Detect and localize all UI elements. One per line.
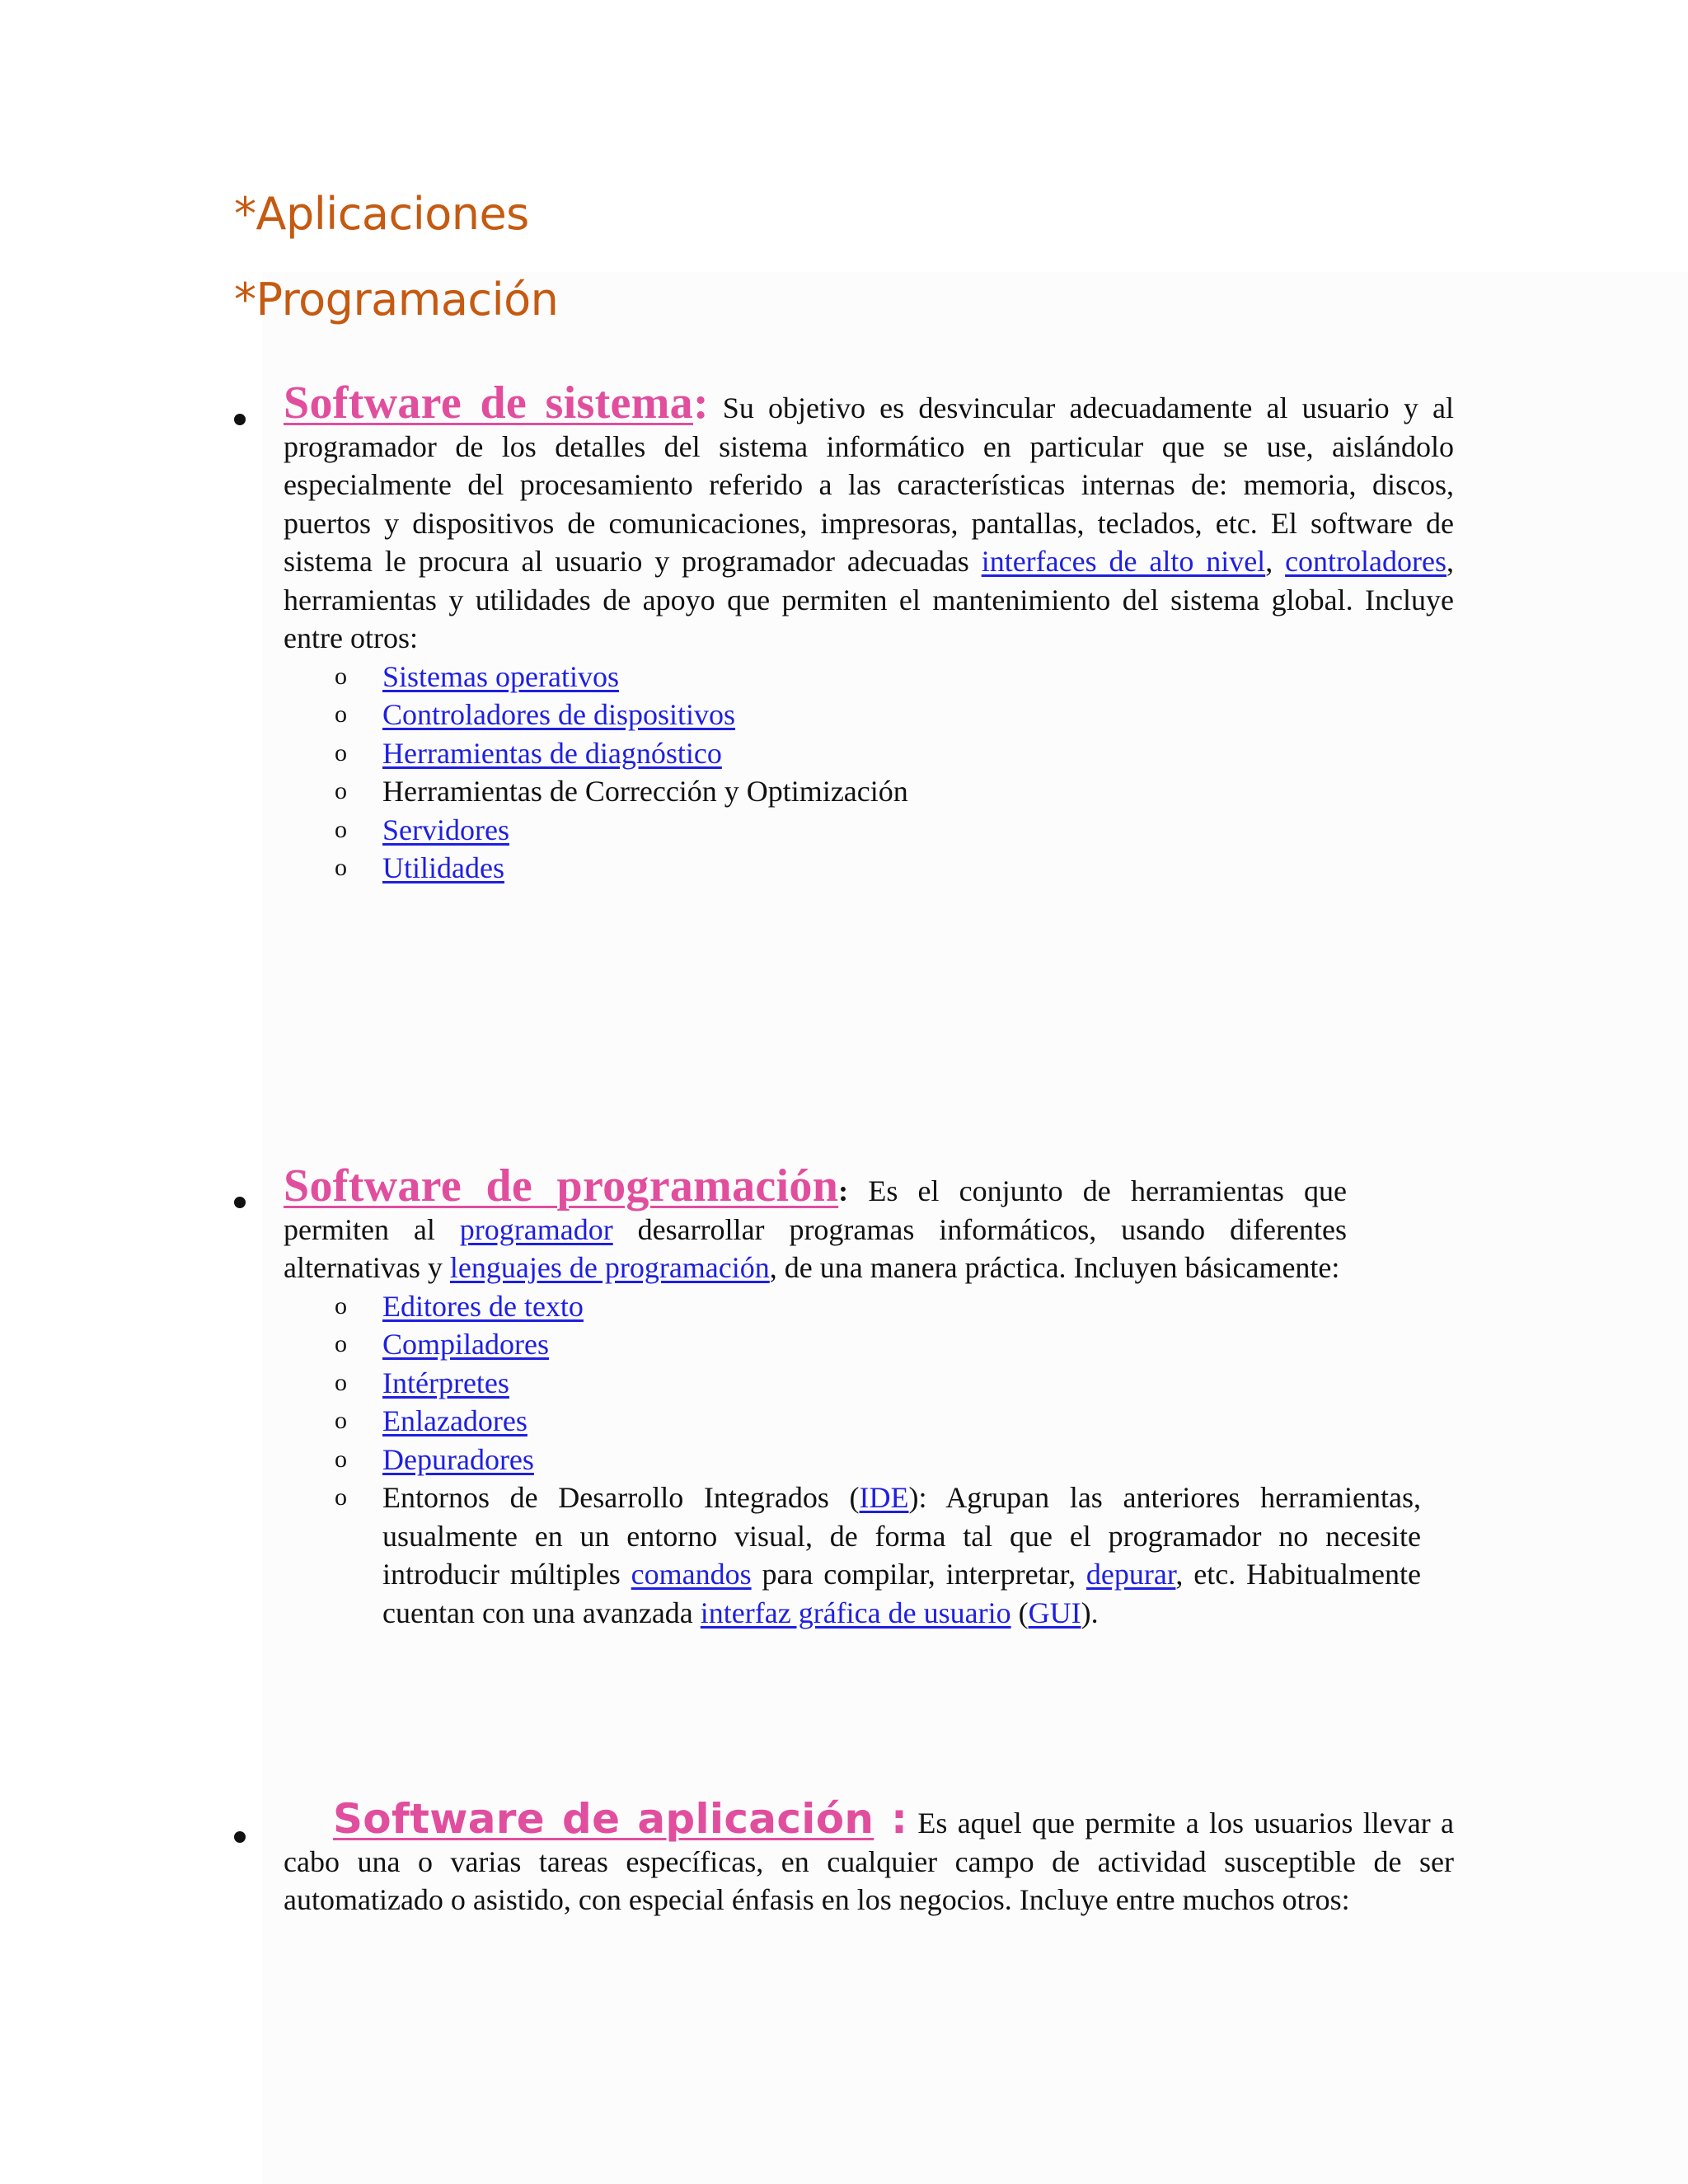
sub-list	[284, 658, 1454, 888]
link-controladores[interactable]: controladores	[1285, 545, 1447, 578]
ide-text: ).	[1081, 1596, 1099, 1629]
link-editores-texto[interactable]: Editores de texto	[382, 1289, 584, 1323]
link-ide[interactable]: IDE	[859, 1481, 909, 1514]
circle-marker: o	[335, 662, 347, 690]
list-item	[284, 1402, 1454, 1441]
section-paragraph	[284, 1795, 1455, 1919]
ide-text: , etc. Habitualmente cuentan con una avanzada	[382, 1558, 1421, 1629]
sub-list	[284, 1287, 1454, 1633]
link-controladores-dispositivos[interactable]: Controladores de dispositivos	[382, 698, 735, 731]
bullet-marker	[234, 1197, 246, 1208]
section-paragraph	[284, 377, 1455, 658]
link-depuradores[interactable]: Depuradores	[382, 1442, 534, 1476]
section-paragraph	[284, 1160, 1347, 1287]
circle-marker: o	[335, 1407, 347, 1434]
separator-text: ,	[1265, 545, 1286, 578]
list-item	[284, 696, 1454, 734]
list-item	[284, 772, 1454, 811]
circle-marker: o	[335, 738, 347, 766]
paragraph-text: Es el conjunto de herramientas que permiten al	[284, 1174, 1347, 1246]
circle-marker: o	[335, 1330, 347, 1357]
ide-text: Entornos de Desarrollo Integrados (	[382, 1481, 860, 1514]
list-item	[284, 849, 1454, 888]
link-enlazadores[interactable]: Enlazadores	[382, 1404, 528, 1437]
circle-marker: o	[335, 701, 347, 728]
link-lenguajes-programacion[interactable]: lenguajes de programación	[449, 1251, 770, 1284]
circle-marker: o	[335, 777, 347, 804]
section-colon: :	[874, 1795, 908, 1843]
section-software-sistema	[284, 377, 1455, 888]
link-servidores[interactable]: Servidores	[382, 813, 509, 846]
link-comandos[interactable]: comandos	[631, 1558, 752, 1591]
link-utilidades[interactable]: Utilidades	[382, 851, 504, 884]
section-title: Software de programación	[284, 1160, 839, 1212]
list-item	[284, 1364, 1454, 1403]
item-text: Herramientas de Corrección y Optimización	[382, 775, 908, 808]
link-compiladores[interactable]: Compiladores	[382, 1328, 549, 1361]
list-item	[284, 1479, 1454, 1632]
bullet-marker	[234, 414, 246, 425]
ide-text: ): Agrupan las anteriores herramientas, usualmente en un entorno visual, de forma tal que el programador no necesite introducir múltiples	[382, 1481, 1421, 1591]
section-title: Software de aplicación	[333, 1795, 874, 1843]
section-software-programacion	[284, 1160, 1454, 1632]
circle-marker: o	[335, 1483, 347, 1511]
ide-text: para compilar, interpretar,	[751, 1558, 1086, 1591]
link-interfaz-grafica-usuario[interactable]: interfaz gráfica de usuario	[700, 1596, 1011, 1629]
paragraph-text: , herramientas y utilidades de apoyo que permiten el mantenimiento del sistema global. Incluye entre otros:	[284, 545, 1455, 654]
section-colon: :	[692, 377, 709, 429]
list-item	[284, 811, 1454, 850]
link-interfaces-alto-nivel[interactable]: interfaces de alto nivel	[981, 545, 1266, 578]
link-herramientas-diagnostico[interactable]: Herramientas de diagnóstico	[382, 736, 722, 770]
circle-marker: o	[335, 1291, 347, 1319]
ide-text: (	[1010, 1596, 1029, 1629]
link-sistemas-operativos[interactable]: Sistemas operativos	[382, 659, 619, 693]
list-item	[284, 1325, 1454, 1364]
bullet-marker	[234, 1831, 246, 1843]
section-colon: :	[838, 1174, 849, 1207]
paragraph-text: desarrollar programas informáticos, usando diferentes alternativas y	[284, 1212, 1347, 1284]
link-gui[interactable]: GUI	[1028, 1596, 1081, 1629]
circle-marker: o	[335, 1445, 347, 1473]
paragraph-text: Su objetivo es desvincular adecuadamente al usuario y al programador de los detalles del sistema informático en particular que se use, aislándolo especialmente del procesamiento referido a las características internas de: memoria, discos, puertos y dispositivos de comunicaciones, impresoras, pantallas, teclados, etc. El software de sistema le procura al usuario y programador adecuadas	[284, 391, 1454, 578]
circle-marker: o	[335, 854, 347, 881]
ide-description	[382, 1479, 1421, 1632]
paragraph-text: , de una manera práctica. Incluyen básicamente:	[769, 1251, 1340, 1284]
link-programador[interactable]: programador	[459, 1212, 613, 1246]
link-depurar[interactable]: depurar	[1085, 1558, 1176, 1591]
list-item	[284, 658, 1454, 696]
circle-marker: o	[335, 1368, 347, 1396]
list-item	[284, 1441, 1454, 1479]
heading-aplicaciones: *Aplicaciones	[234, 188, 529, 240]
section-title: Software de sistema	[284, 377, 693, 429]
list-item	[284, 1287, 1454, 1326]
link-interpretes[interactable]: Intérpretes	[382, 1366, 509, 1399]
list-item	[284, 734, 1454, 773]
heading-programacion: *Programación	[234, 274, 559, 326]
section-software-aplicacion	[284, 1795, 1455, 1919]
circle-marker: o	[335, 815, 347, 843]
paragraph-text: Es aquel que permite a los usuarios llevar a cabo una o varias tareas específicas, en cualquier campo de actividad susceptible de ser automatizado o asistido, con especial énfasis en los negocios. Incluye entre muchos otros:	[284, 1807, 1455, 1916]
